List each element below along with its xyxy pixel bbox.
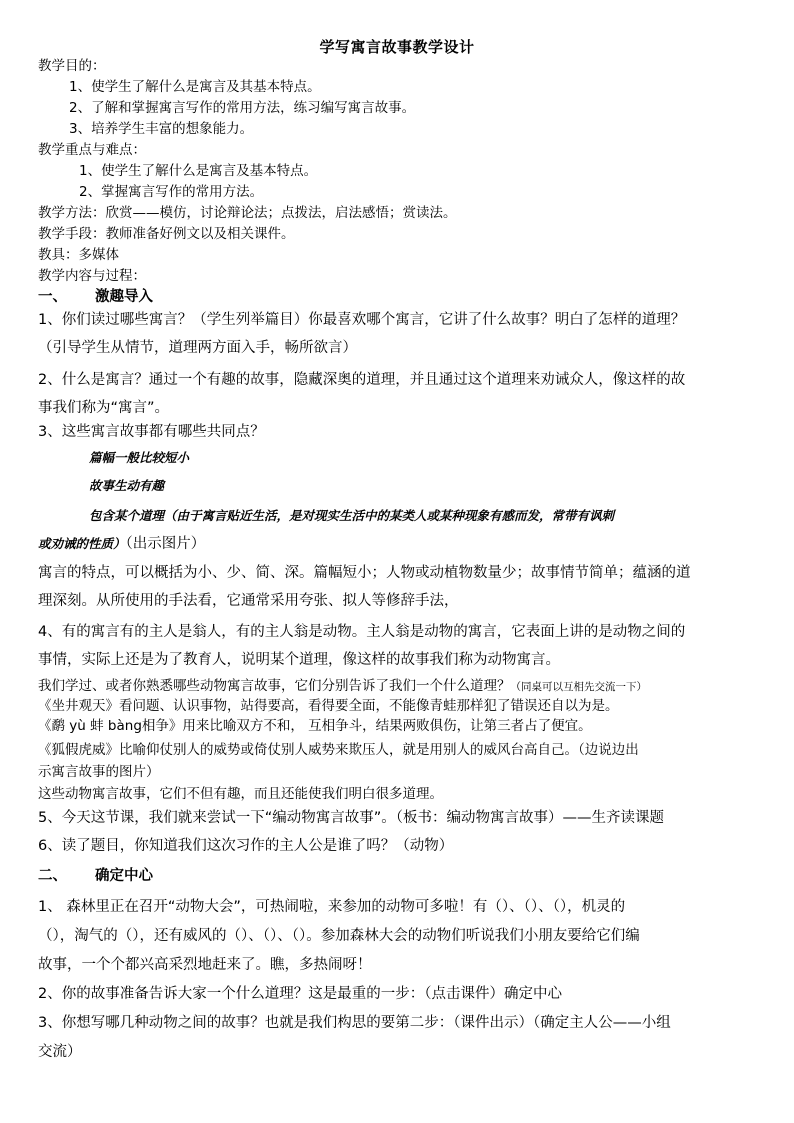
document-title: 学写寓言故事教学设计 [319,38,475,56]
paragraph-line: 事情，实际上还是为了教育人，说明某个道理，像这样的故事我们称为动物寓言。 [38,652,560,668]
paragraph-line: 故事，一个个都兴高采烈地赶来了。瞧，多热闹呀！ [38,957,372,973]
paragraph-line: 5、今天这节课，我们就来尝试一下“编动物寓言故事”。（板书：编动物寓言故事）——生齐读课题 [38,810,664,826]
objectives-label: 教学目的： [38,58,106,74]
section-heading [38,866,153,886]
fable-example: 《鹬 yù 蚌 bàng相争》用来比喻双方不和， 互相争斗，结果两败俱伤，让第三者占了便宜。 [38,718,592,734]
fable-example: 《坐井观天》看问题、认识事物，站得要高，看得要全面，不能像青蛙那样犯了错误还自以为是。 [38,698,619,714]
paragraph-line: 2、什么是寓言？通过一个有趣的故事，隐藏深奥的道理，并且通过这个道理来劝诫众人，像这样的故 [38,372,686,388]
paragraph-line: （引导学生从情节，道理两方面入手，畅所欲言） [38,340,357,356]
feature-bold-text: 或劝诫的性质） [38,536,126,551]
section-number: 一、 [38,289,67,305]
feature-item-continued [38,534,205,554]
paragraph-line: 4、有的寓言有的主人是翁人，有的主人翁是动物。主人翁是动物的寓言，它表面上讲的是动物之间的 [38,624,686,640]
paragraph-line: 1、 森林里正在召开“动物大会”，可热闹啦，来参加的动物可多啦！有（）、（）、（），机灵的 [38,899,626,915]
section-title: 激趣导入 [95,289,153,305]
process-label: 教学内容与过程： [38,268,146,284]
section-number: 二、 [38,868,67,884]
paragraph-line: 理深刻。从所使用的手法看，它通常采用夸张、拟人等修辞手法， [38,593,459,609]
paragraph-line: 寓言的特点，可以概括为小、少、简、深。篇幅短小；人物或动植物数量少；故事情节简单；蕴涵的道 [38,565,691,581]
objective-item: 3、培养学生丰富的想象能力。 [69,121,254,137]
key-point-item: 1、使学生了解什么是寓言及基本特点。 [79,163,318,179]
objective-item: 1、使学生了解什么是寓言及其基本特点。 [69,79,321,95]
paragraph-line: 示寓言故事的图片） [38,764,160,780]
paragraph-line: （），淘气的（），还有威风的（）、（）、（）。参加森林大会的动物们听说我们小朋友要给它们编 [38,928,640,944]
key-points-label: 教学重点与难点： [38,142,146,158]
teaching-tools: 教具：多媒体 [38,247,119,263]
section-title: 确定中心 [95,868,153,884]
paragraph-line: 1、你们读过哪些寓言？（学生列举篇目）你最喜欢哪个寓言，它讲了什么故事？明白了怎样的道理？ [38,312,686,328]
fable-example: 《狐假虎威》比喻仰仗别人的威势或倚仗别人威势来欺压人，就是用别人的威风台高自己。（边说边出 [38,742,639,758]
feature-note: （出示图片） [125,536,206,552]
paragraph-line: 事我们称为“寓言”。 [38,400,170,416]
paragraph-line: 3、你想写哪几种动物之间的故事？也就是我们构思的要第二步：（课件出示）（确定主人公——小组 [38,1015,671,1031]
paragraph-line: 2、你的故事准备告诉大家一个什么道理？这是最重的一步：（点击课件）确定中心 [38,986,562,1002]
feature-item: 故事生动有趣 [89,478,165,493]
question-text: 我们学过、或者你熟悉哪些动物寓言故事，它们分别告诉了我们一个什么道理？ [38,678,511,694]
feature-item: 包含某个道理（由于寓言贴近生活，是对现实生活中的某类人或某种现象有感而发，常带有讽刺 [89,508,615,523]
teaching-means: 教学手段：教师准备好例文以及相关课件。 [38,226,295,242]
paragraph-line: 3、这些寓言故事都有哪些共同点？ [38,424,265,440]
objective-item: 2、了解和掌握寓言写作的常用方法，练习编写寓言故事。 [69,100,416,116]
paragraph-line: 交流） [38,1044,82,1060]
question-line [38,676,647,697]
key-point-item: 2、掌握寓言写作的常用方法。 [79,184,264,200]
question-note: （同桌可以互相先交流一下） [510,681,647,693]
feature-item: 篇幅一般比较短小 [89,450,190,465]
paragraph-line: 6、读了题目，你知道我们这次习作的主人公是谁了吗？（动物） [38,838,454,854]
paragraph-line: 这些动物寓言故事，它们不但有趣，而且还能使我们明白很多道理。 [38,786,443,802]
teaching-method: 教学方法：欣赏——模仿，讨论辩论法；点拨法，启法感悟；赏读法。 [38,205,457,221]
section-heading [38,287,153,307]
